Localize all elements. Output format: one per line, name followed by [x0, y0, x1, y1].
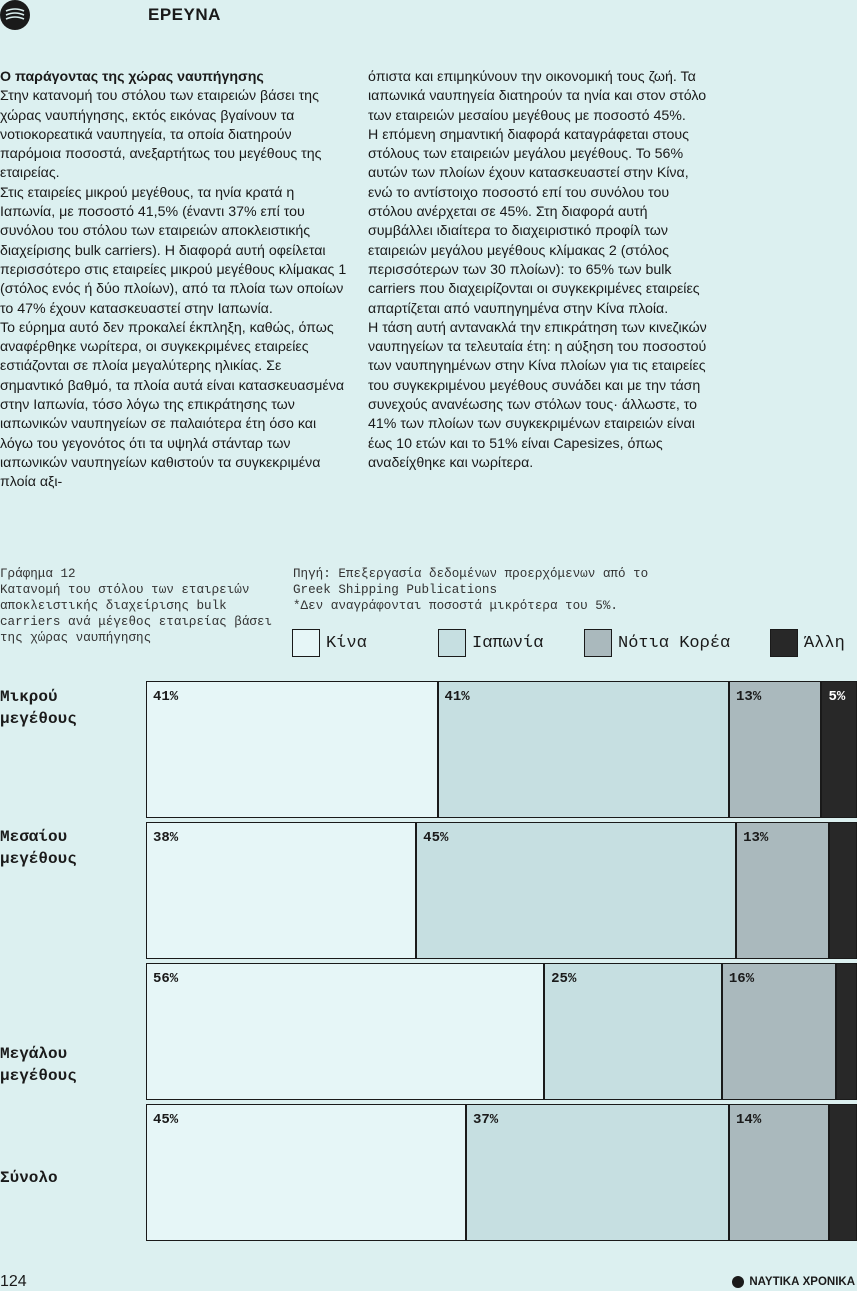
category-label: [0, 686, 77, 730]
bar-segment: [736, 822, 828, 959]
category-label: [0, 826, 77, 870]
source-text: Πηγή: Επεξεργασία δεδομένων προερχόμενων από το Greek Shipping Publications: [293, 567, 649, 597]
paragraph: Στις εταιρείες μικρού μεγέθους, τα ηνία κρατά η Ιαπωνία, με ποσοστό 41,5% (έναντι 37% επί του συνόλου του στόλου των εταιρειών αποκλειστικής διαχείρισης bulk carriers). Η διαφορά αυτή οφείλεται περισσότερο στις εταιρείες μικρού μεγέθους κλίμακας 1 (στόλος ενός ή δύο πλοίων), από τα πλοία των οποίων το 47% έχουν κατασκευαστεί στην Ιαπωνία.: [0, 184, 347, 317]
chart-number: Γράφημα 12: [0, 567, 76, 581]
bar-segment: [821, 681, 857, 818]
category-label-line: Μεγάλου: [0, 1045, 68, 1063]
bar-segment: [146, 681, 438, 818]
bar-segment: [729, 681, 821, 818]
data-label: 37%: [472, 1112, 499, 1128]
bar-segment: [544, 963, 722, 1100]
paragraph: όπιστα και επιμηκύνουν την οικονομική τους ζωή. Τα ιαπωνικά ναυπηγεία διατηρούν τα ηνία και στον στόλο των εταιρειών μεσαίου μεγέθους με ποσοστό 45%.: [368, 69, 707, 124]
bar-row: [146, 1104, 857, 1241]
magazine-logo-icon: [0, 0, 30, 30]
article-column-right: [368, 68, 714, 473]
bar-segment: [829, 822, 857, 959]
chart-source: [293, 566, 693, 614]
legend-label: Νότια Κορέα: [618, 633, 731, 653]
legend-swatch: [292, 629, 320, 657]
legend-item: [770, 628, 845, 658]
bar-row: [146, 963, 857, 1100]
data-label: 41%: [153, 689, 179, 705]
legend-label: Κίνα: [326, 633, 367, 653]
data-label: 45%: [153, 1112, 179, 1128]
brand-name: ΝΑΥΤΙΚΑ ΧΡΟΝΙΚΑ: [749, 1276, 855, 1288]
bar-segment: [466, 1104, 729, 1241]
legend-swatch: [438, 629, 466, 657]
paragraph: Το εύρημα αυτό δεν προκαλεί έκπληξη, καθώς, όπως αναφέρθηκε νωρίτερα, οι συγκεκριμένες εταιρείες εστιάζονται σε πλοία μεγαλύτερης ηλικίας. Σε σημαντικό βαθμό, τα πλοία αυτά είναι κατασκευασμένα στην Ιαπωνία, τόσο λόγω της επικράτησης των ιαπωνικών ναυπηγείων σε παλαιότερα έτη όσο και λόγω του γεγονότος ότι τα υψηλά στάνταρ των ιαπωνικών ναυπηγείων καθιστούν τα συγκεκριμένα πλοία αξι-: [0, 319, 345, 491]
category-label: [0, 1167, 58, 1189]
data-label: 13%: [743, 830, 769, 846]
data-label: 5%: [828, 689, 846, 705]
category-label-line: μεγέθους: [0, 710, 77, 728]
data-label: 13%: [736, 689, 762, 705]
data-label: 16%: [728, 971, 755, 987]
data-label: 25%: [551, 971, 577, 987]
page-number: 124: [0, 1273, 27, 1290]
data-label: 41%: [444, 689, 470, 705]
data-label: 38%: [153, 830, 179, 846]
bar-row: [146, 681, 857, 818]
data-label: 14%: [736, 1112, 762, 1128]
category-label: [0, 1043, 77, 1087]
legend-item: [584, 628, 730, 658]
legend-swatch: [584, 629, 612, 657]
bar-segment: [836, 963, 857, 1100]
legend-item: [438, 628, 543, 658]
brand-logo-icon: [732, 1276, 744, 1288]
article-heading: Ο παράγοντας της χώρας ναυπήγησης: [0, 69, 264, 85]
bar-segment: [829, 1104, 857, 1241]
bar-row: [146, 822, 857, 959]
chart-caption: [0, 566, 275, 646]
paragraph: Στην κατανομή του στόλου των εταιρειών βάσει της χώρας ναυπήγησης, εκτός εικόνας βγαίνουν τα νοτιοκορεατικά ναυπηγεία, τα οποία διατηρούν παρόμοια ποσοστά, ανεξαρτήτως του μεγέθους της εταιρείας.: [0, 88, 322, 182]
data-label: 56%: [153, 971, 179, 987]
article-column-left: [0, 68, 348, 493]
bar-segment: [416, 822, 736, 959]
chart-title: Κατανομή του στόλου των εταιρειών αποκλειστικής διαχείρισης bulk carriers ανά μέγεθος εταιρείας βάσει της χώρας ναυπήγησης: [0, 583, 273, 645]
category-label-line: Σύνολο: [0, 1169, 58, 1187]
bar-segment: [146, 963, 544, 1100]
brand-footer: [732, 1276, 855, 1288]
paragraph: Η τάση αυτή αντανακλά την επικράτηση των κινεζικών ναυπηγείων τα τελευταία έτη: η αύξηση του ποσοστού των ναυπηγημένων στην Κίνα πλοίων για τις εταιρείες του συγκεκριμένου μεγέθους συνάδει και με την τάση συνεχούς ανανέωσης των στόλων τους· άλλωστε, το 41% των πλοίων των συγκεκριμένων εταιρειών είναι έως 10 ετών και το 51% είναι Capesizes, όπως αναδείχθηκε και νωρίτερα.: [368, 319, 707, 471]
category-label-line: Μικρού: [0, 688, 58, 706]
paragraph: Η επόμενη σημαντική διαφορά καταγράφεται στους στόλους των εταιρειών μεγάλου μεγέθους. Το 56% αυτών των πλοίων έχουν κατασκευαστεί στην Κίνα, ενώ το αντίστοιχο ποσοστό επί του συνόλου του στόλου ανέρχεται σε 45%. Στη διαφορά αυτή συμβάλλει ιδιαίτερα το διαχειριστικό προφίλ των εταιρειών μεγάλου μεγέθους κλίμακας 2 (στόλος περισσότερων των 30 πλοίων): το 65% των bulk carriers που διαχειρίζονται οι συγκεκριμένες εταιρείες απαρτίζεται από ναυπηγημένα στην Κίνα πλοία.: [368, 126, 700, 317]
category-label-line: μεγέθους: [0, 1067, 77, 1085]
legend-item: [292, 628, 367, 658]
section-title: ΕΡΕΥΝΑ: [148, 5, 221, 24]
bar-segment: [729, 1104, 829, 1241]
footnote-text: *Δεν αναγράφονται ποσοστά μικρότερα του 5%.: [293, 599, 618, 613]
category-label-line: μεγέθους: [0, 850, 77, 868]
legend-label: Ιαπωνία: [472, 633, 544, 653]
legend-swatch: [770, 629, 798, 657]
category-label-line: Μεσαίου: [0, 828, 68, 846]
bar-segment: [146, 822, 416, 959]
data-label: 45%: [423, 830, 449, 846]
legend-label: Άλλη: [804, 633, 845, 653]
bar-segment: [438, 681, 730, 818]
bar-segment: [146, 1104, 466, 1241]
bar-segment: [722, 963, 836, 1100]
